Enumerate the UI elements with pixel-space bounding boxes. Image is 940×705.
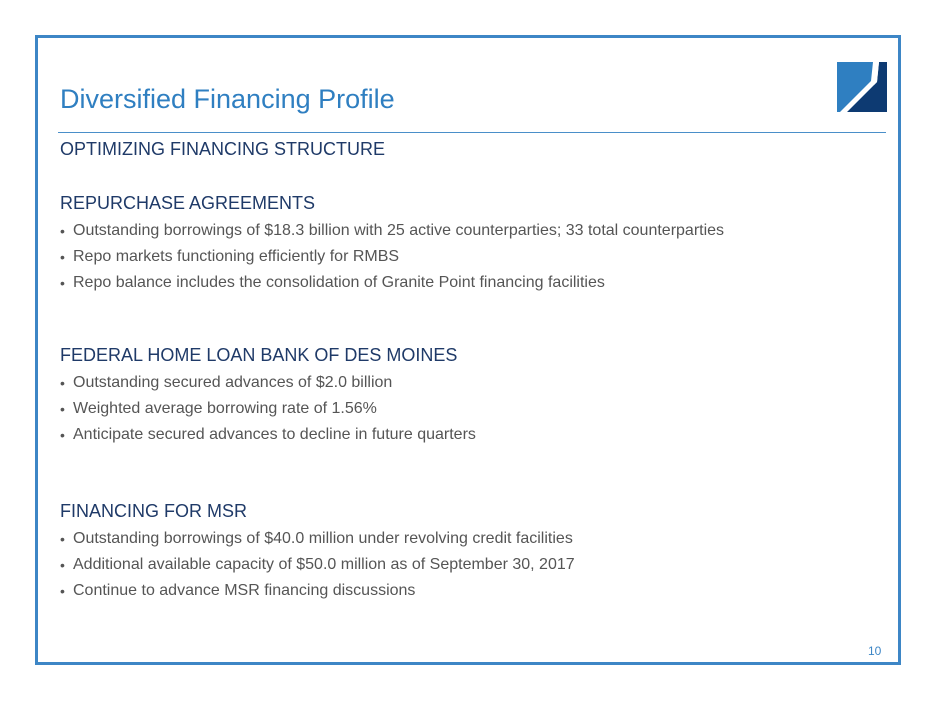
list-item-text: Outstanding borrowings of $40.0 million under revolving credit facilities: [73, 530, 573, 547]
list-item: [60, 552, 575, 578]
list-item-text: Outstanding secured advances of $2.0 billion: [73, 374, 393, 391]
page-subtitle: OPTIMIZING FINANCING STRUCTURE: [60, 139, 385, 159]
company-logo-icon: [837, 62, 887, 112]
list-item-text: Continue to advance MSR financing discussions: [73, 582, 416, 599]
list-item-text: Repo markets functioning efficiently for RMBS: [73, 248, 400, 265]
section-financing-for-msr: [60, 500, 575, 604]
bullet-icon: •: [60, 583, 65, 599]
section-heading: FINANCING FOR MSR: [60, 501, 247, 521]
bullet-icon: •: [60, 375, 65, 391]
list-item-text: Additional available capacity of $50.0 million as of September 30, 2017: [73, 556, 575, 573]
bullet-icon: •: [60, 401, 65, 417]
list-item: [60, 244, 724, 270]
bullet-icon: •: [60, 223, 65, 239]
list-item: [60, 526, 575, 552]
bullet-icon: •: [60, 557, 65, 573]
page-title: Diversified Financing Profile: [60, 84, 395, 114]
list-item-text: Outstanding borrowings of $18.3 billion with 25 active counterparties; 33 total counterparties: [73, 222, 725, 239]
section-fhlb-des-moines: [60, 344, 476, 448]
list-item: [60, 270, 724, 296]
bullet-icon: •: [60, 249, 65, 265]
title-divider: [58, 132, 886, 133]
bullet-icon: •: [60, 427, 65, 443]
section-heading: REPURCHASE AGREEMENTS: [60, 193, 316, 213]
page-number: 10: [868, 644, 882, 658]
list-item: [60, 578, 575, 604]
list-item: [60, 422, 476, 448]
list-item-text: Anticipate secured advances to decline in future quarters: [73, 426, 476, 443]
bullet-icon: •: [60, 531, 65, 547]
list-item-text: Weighted average borrowing rate of 1.56%: [73, 400, 377, 417]
list-item: [60, 370, 476, 396]
section-repurchase-agreements: [60, 192, 724, 296]
section-heading: FEDERAL HOME LOAN BANK OF DES MOINES: [60, 345, 458, 365]
bullet-icon: •: [60, 275, 65, 291]
list-item: [60, 218, 724, 244]
list-item: [60, 396, 476, 422]
list-item-text: Repo balance includes the consolidation of Granite Point financing facilities: [73, 274, 605, 291]
